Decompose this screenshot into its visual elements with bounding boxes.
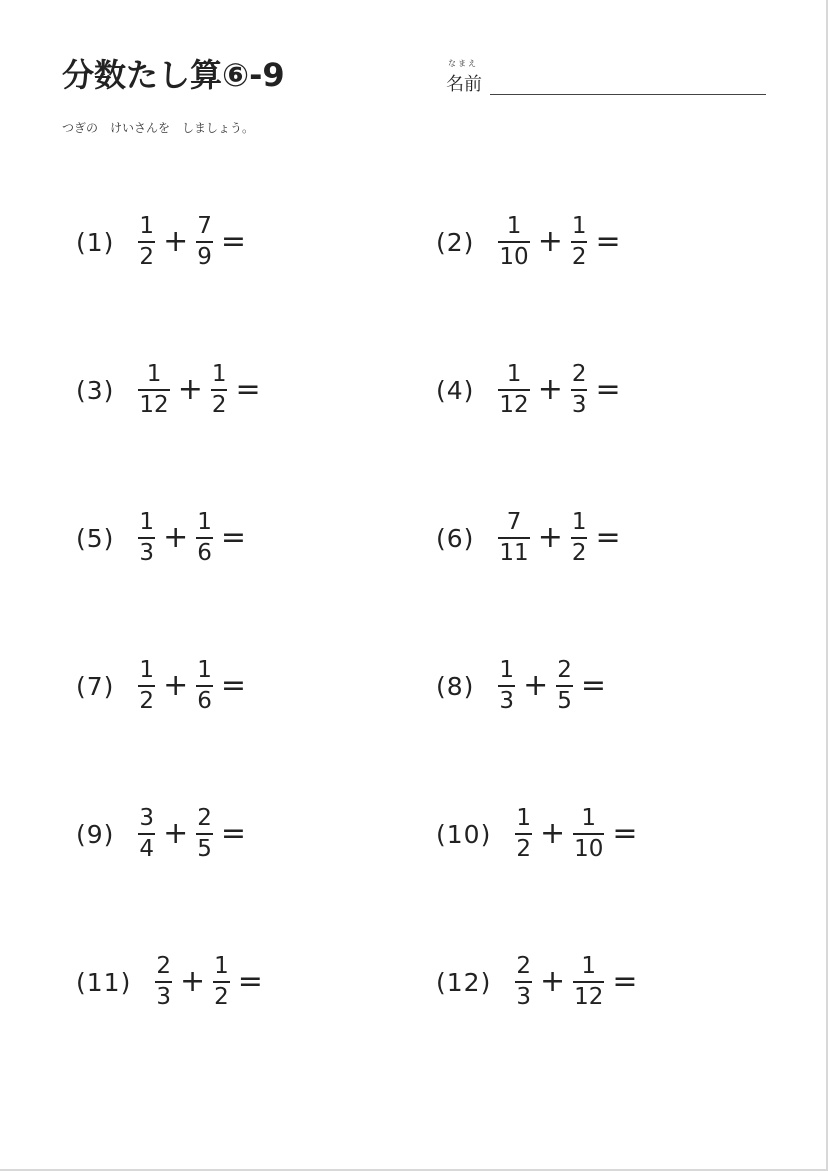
denominator: 5 [557, 688, 572, 714]
equals-sign: = [612, 816, 638, 851]
fraction-bar [196, 537, 213, 539]
numerator: 2 [156, 953, 171, 979]
plus-sign: + [177, 372, 203, 407]
problem-number: (11) [76, 967, 132, 997]
numerator: 1 [197, 657, 212, 683]
fraction-a [498, 659, 515, 713]
fraction-a [155, 955, 172, 1009]
fraction-a [498, 511, 529, 565]
problem-1 [76, 212, 246, 272]
fraction-bar [138, 833, 155, 835]
problem-number: (1) [76, 227, 115, 257]
problem-number: (4) [436, 375, 475, 405]
denominator: 2 [211, 392, 227, 418]
problem-3 [76, 360, 261, 420]
problem-number: (10) [436, 819, 492, 849]
equals-sign: = [235, 372, 261, 407]
fraction-bar [211, 389, 228, 391]
plus-sign: + [539, 816, 566, 851]
fraction-bar [196, 241, 213, 243]
name-label: 名前 [446, 74, 482, 95]
denominator: 10 [499, 244, 529, 270]
fraction-bar [556, 685, 573, 687]
denominator: 2 [214, 984, 229, 1010]
fraction-bar [498, 389, 529, 391]
numerator: 1 [214, 953, 229, 979]
fraction-a [498, 215, 529, 269]
problem-number: (9) [76, 819, 115, 849]
instruction-text: つぎの けいさんを しましょう。 [62, 121, 255, 135]
problem-number: (5) [76, 523, 115, 553]
fraction-a [515, 955, 532, 1009]
plus-sign: + [537, 224, 563, 259]
problem-4 [436, 360, 621, 420]
name-furigana: なまえ [448, 59, 478, 68]
equals-sign: = [595, 372, 621, 407]
fraction-bar [196, 833, 213, 835]
name-field-block [446, 58, 766, 98]
fraction-bar [573, 981, 604, 983]
fraction-a [138, 511, 155, 565]
denominator: 3 [139, 540, 155, 566]
numerator: 2 [571, 361, 587, 387]
equals-sign: = [580, 668, 606, 703]
plus-sign: + [163, 816, 189, 851]
fraction-b [573, 807, 604, 861]
equals-sign: = [220, 224, 246, 259]
problem-number: (2) [436, 227, 475, 257]
fraction-b [571, 511, 588, 565]
fraction-bar [571, 389, 588, 391]
fraction-a [138, 807, 155, 861]
numerator: 1 [139, 213, 155, 239]
fraction-bar [498, 537, 529, 539]
problem-number: (12) [436, 967, 492, 997]
fraction-b [571, 363, 588, 417]
problem-10 [436, 804, 638, 864]
denominator: 3 [571, 392, 587, 418]
denominator: 11 [499, 540, 529, 566]
equals-sign: = [220, 668, 246, 703]
fraction-bar [138, 389, 169, 391]
numerator: 7 [197, 213, 212, 239]
fraction-bar [515, 833, 532, 835]
fraction-bar [571, 537, 588, 539]
equals-sign: = [595, 224, 621, 259]
problem-7 [76, 656, 246, 716]
problem-12 [436, 952, 638, 1012]
plus-sign: + [179, 964, 206, 999]
fraction-b [196, 659, 213, 713]
denominator: 9 [197, 244, 212, 270]
denominator: 6 [197, 688, 212, 714]
equals-sign: = [220, 520, 246, 555]
problem-number: (6) [436, 523, 475, 553]
plus-sign: + [523, 668, 549, 703]
fraction-bar [573, 833, 604, 835]
numerator: 3 [139, 805, 155, 831]
fraction-b [196, 511, 213, 565]
problem-5 [76, 508, 246, 568]
numerator: 1 [197, 509, 212, 535]
numerator: 1 [506, 361, 522, 387]
fraction-a [138, 215, 155, 269]
fraction-bar [155, 981, 172, 983]
denominator: 2 [139, 688, 155, 714]
fraction-a [515, 807, 532, 861]
fraction-b [196, 215, 213, 269]
name-write-line[interactable] [490, 94, 766, 95]
worksheet-title: 分数たし算⑥-9 [62, 56, 285, 94]
numerator: 1 [581, 805, 597, 831]
problem-2 [436, 212, 621, 272]
numerator: 1 [139, 657, 155, 683]
numerator: 1 [506, 213, 522, 239]
problem-9 [76, 804, 246, 864]
numerator: 2 [197, 805, 212, 831]
fraction-bar [498, 241, 529, 243]
problem-number: (3) [76, 375, 115, 405]
numerator: 1 [516, 805, 531, 831]
equals-sign: = [612, 964, 638, 999]
problem-8 [436, 656, 606, 716]
numerator: 1 [146, 361, 162, 387]
numerator: 7 [506, 509, 522, 535]
numerator: 1 [139, 509, 155, 535]
denominator: 12 [499, 392, 529, 418]
denominator: 12 [139, 392, 169, 418]
denominator: 2 [139, 244, 155, 270]
problem-number: (8) [436, 671, 475, 701]
numerator: 1 [571, 213, 587, 239]
plus-sign: + [163, 520, 189, 555]
denominator: 4 [139, 836, 155, 862]
fraction-bar [213, 981, 230, 983]
numerator: 1 [211, 361, 227, 387]
fraction-bar [571, 241, 588, 243]
fraction-bar [515, 981, 532, 983]
numerator: 1 [581, 953, 597, 979]
fraction-b [196, 807, 213, 861]
denominator: 3 [499, 688, 515, 714]
plus-sign: + [537, 372, 563, 407]
fraction-b [573, 955, 604, 1009]
fraction-b [213, 955, 230, 1009]
denominator: 2 [571, 244, 587, 270]
equals-sign: = [220, 816, 246, 851]
plus-sign: + [163, 224, 189, 259]
equals-sign: = [595, 520, 621, 555]
problem-6 [436, 508, 621, 568]
fraction-a [138, 363, 169, 417]
denominator: 12 [574, 984, 604, 1010]
fraction-bar [196, 685, 213, 687]
numerator: 1 [499, 657, 515, 683]
denominator: 3 [516, 984, 531, 1010]
equals-sign: = [237, 964, 263, 999]
fraction-bar [138, 537, 155, 539]
plus-sign: + [539, 964, 566, 999]
denominator: 6 [197, 540, 212, 566]
problem-number: (7) [76, 671, 115, 701]
numerator: 2 [516, 953, 531, 979]
fraction-a [138, 659, 155, 713]
fraction-b [556, 659, 573, 713]
denominator: 2 [516, 836, 531, 862]
denominator: 5 [197, 836, 212, 862]
fraction-b [211, 363, 228, 417]
fraction-a [498, 363, 529, 417]
numerator: 1 [571, 509, 587, 535]
fraction-bar [498, 685, 515, 687]
denominator: 10 [574, 836, 604, 862]
denominator: 2 [571, 540, 587, 566]
plus-sign: + [163, 668, 189, 703]
fraction-bar [138, 241, 155, 243]
fraction-b [571, 215, 588, 269]
plus-sign: + [537, 520, 563, 555]
fraction-bar [138, 685, 155, 687]
numerator: 2 [557, 657, 572, 683]
denominator: 3 [156, 984, 171, 1010]
problem-11 [76, 952, 263, 1012]
